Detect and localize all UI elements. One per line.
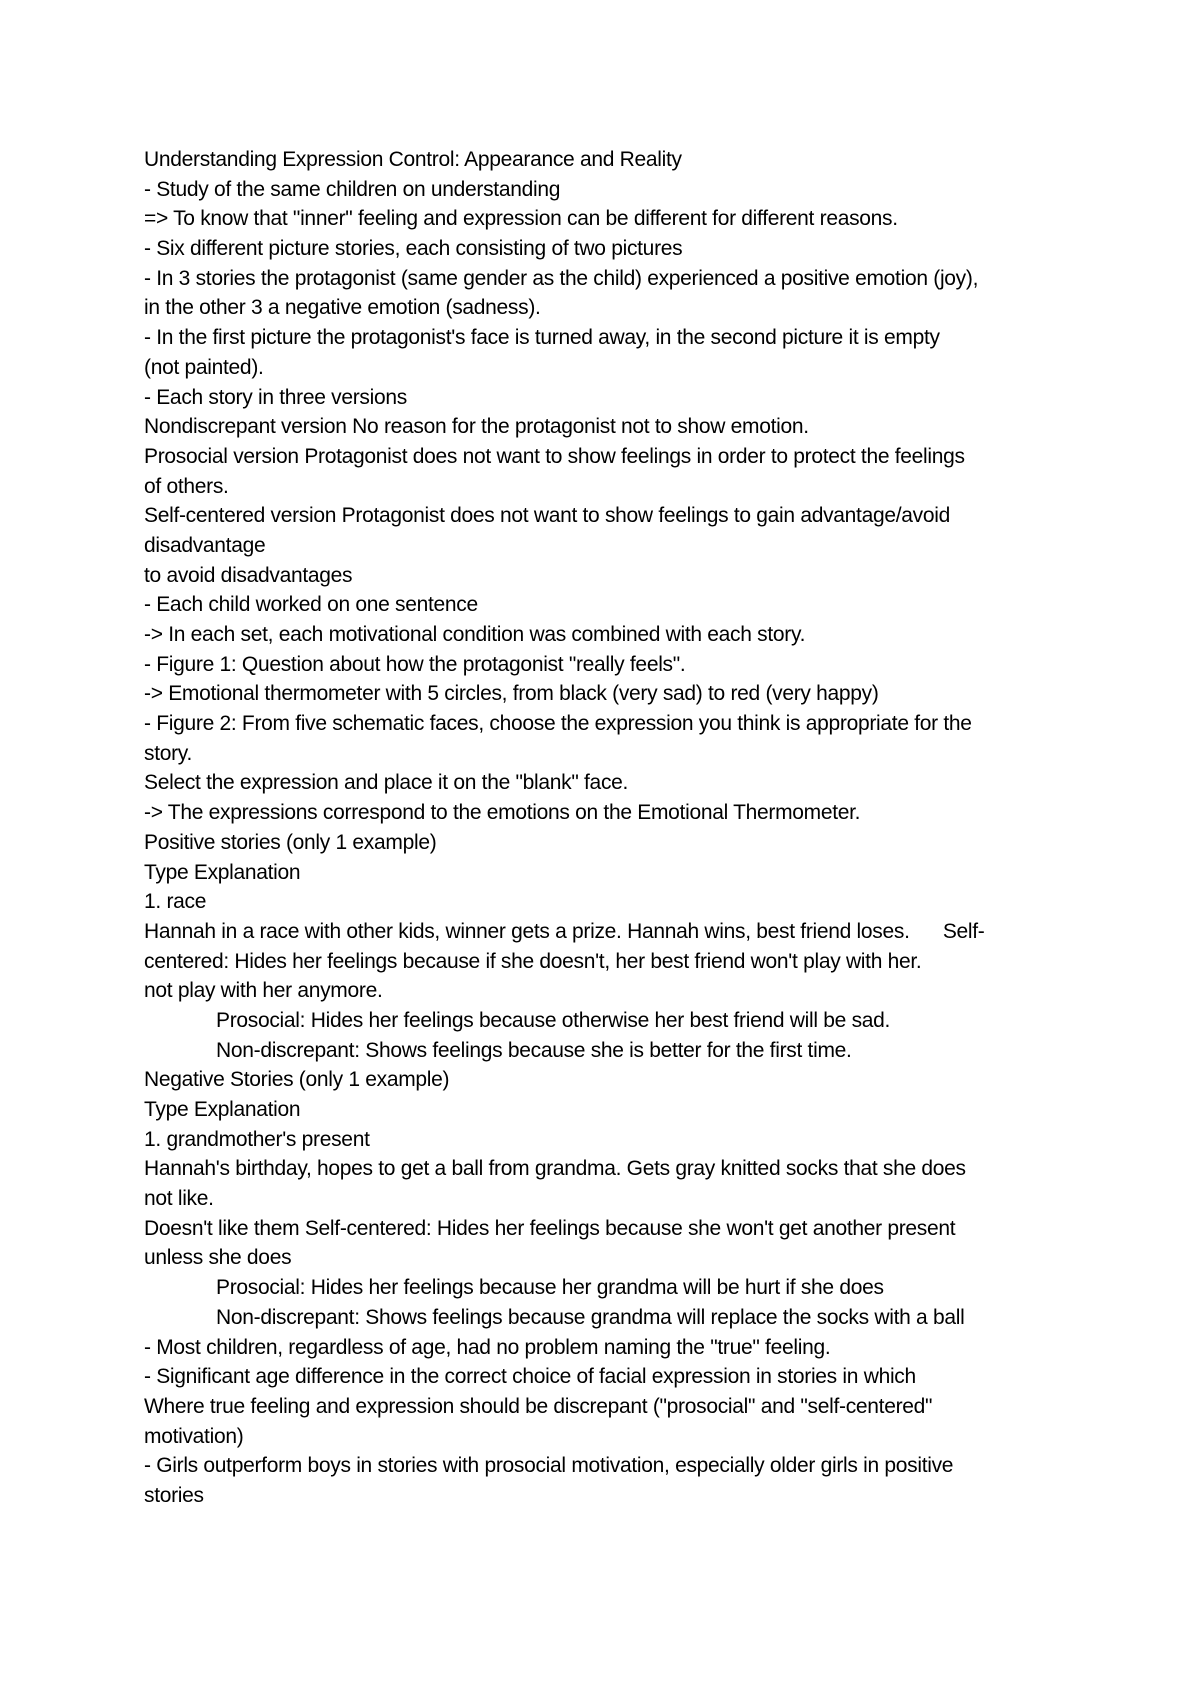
text-line: Prosocial version Protagonist does not want to show feelings in order to protect the feelings [144, 444, 965, 468]
text-line: Doesn't like them Self-centered: Hides her feelings because she won't get another present [144, 1216, 956, 1240]
text-line: Select the expression and place it on the "blank" face. [144, 771, 629, 795]
text-line: (not painted). [144, 355, 264, 379]
text-line: 1. grandmother's present [144, 1127, 370, 1151]
text-line: - Each child worked on one sentence [144, 593, 478, 617]
text-line: not like. [144, 1187, 214, 1211]
text-line: - Study of the same children on understanding [144, 177, 561, 201]
text-line: - Most children, regardless of age, had no problem naming the "true" feeling. [144, 1335, 831, 1359]
text-line: - Figure 2: From five schematic faces, choose the expression you think is appropriate for the [144, 712, 972, 736]
text-line: - Figure 1: Question about how the protagonist "really feels". [144, 652, 686, 676]
text-line: of others. [144, 474, 229, 498]
text-line: Type Explanation [144, 1098, 301, 1121]
text-line: to avoid disadvantages [144, 563, 353, 587]
text-line: - Six different picture stories, each consisting of two pictures [144, 237, 683, 261]
text-line: => To know that "inner" feeling and expression can be different for different reasons. [144, 207, 898, 231]
indented-line: Prosocial: Hides her feelings because her grandma will be hurt if she does [216, 1276, 884, 1300]
document-title: Understanding Expression Control: Appearance and Reality [144, 148, 682, 171]
section-heading: Negative Stories (only 1 example) [144, 1068, 450, 1092]
text-line: - Girls outperform boys in stories with prosocial motivation, especially older girls in positive [144, 1454, 954, 1478]
text-line: -> Emotional thermometer with 5 circles, from black (very sad) to red (very happy) [144, 682, 879, 706]
text-line: 1. race [144, 890, 207, 914]
text-line: - In 3 stories the protagonist (same gender as the child) experienced a positive emotion (joy), [144, 266, 979, 290]
text-line: motivation) [144, 1424, 244, 1448]
text-line: -> The expressions correspond to the emotions on the Emotional Thermometer. [144, 801, 861, 825]
text-line: story. [144, 741, 192, 765]
text-line: disadvantage [144, 533, 266, 557]
text-line: Hannah in a race with other kids, winner gets a prize. Hannah wins, best friend loses. Self- [144, 919, 985, 943]
section-heading: Positive stories (only 1 example) [144, 830, 437, 854]
text-line: Self-centered version Protagonist does not want to show feelings to gain advantage/avoid [144, 504, 950, 528]
text-line: - Each story in three versions [144, 385, 407, 409]
text-line: - Significant age difference in the correct choice of facial expression in stories in which [144, 1365, 916, 1389]
document-body [144, 145, 1074, 1511]
text-line: Type Explanation [144, 860, 301, 884]
indented-line: Non-discrepant: Shows feelings because she is better for the first time. [216, 1038, 852, 1062]
indented-line: Prosocial: Hides her feelings because otherwise her best friend will be sad. [216, 1008, 891, 1032]
text-line: Where true feeling and expression should be discrepant ("prosocial" and "self-centered" [144, 1394, 933, 1418]
text-line: in the other 3 a negative emotion (sadness). [144, 296, 541, 320]
text-line: Nondiscrepant version No reason for the protagonist not to show emotion. [144, 415, 809, 439]
text-line: not play with her anymore. [144, 979, 383, 1003]
text-line: Hannah's birthday, hopes to get a ball from grandma. Gets gray knitted socks that she does [144, 1157, 966, 1181]
text-line: unless she does [144, 1246, 292, 1270]
text-line: - In the first picture the protagonist's face is turned away, in the second picture it is empty [144, 326, 940, 350]
text-line: stories [144, 1483, 204, 1507]
text-line: centered: Hides her feelings because if she doesn't, her best friend won't play with her. [144, 949, 922, 973]
text-line: -> In each set, each motivational condition was combined with each story. [144, 623, 806, 646]
indented-line: Non-discrepant: Shows feelings because grandma will replace the socks with a ball [216, 1305, 965, 1329]
